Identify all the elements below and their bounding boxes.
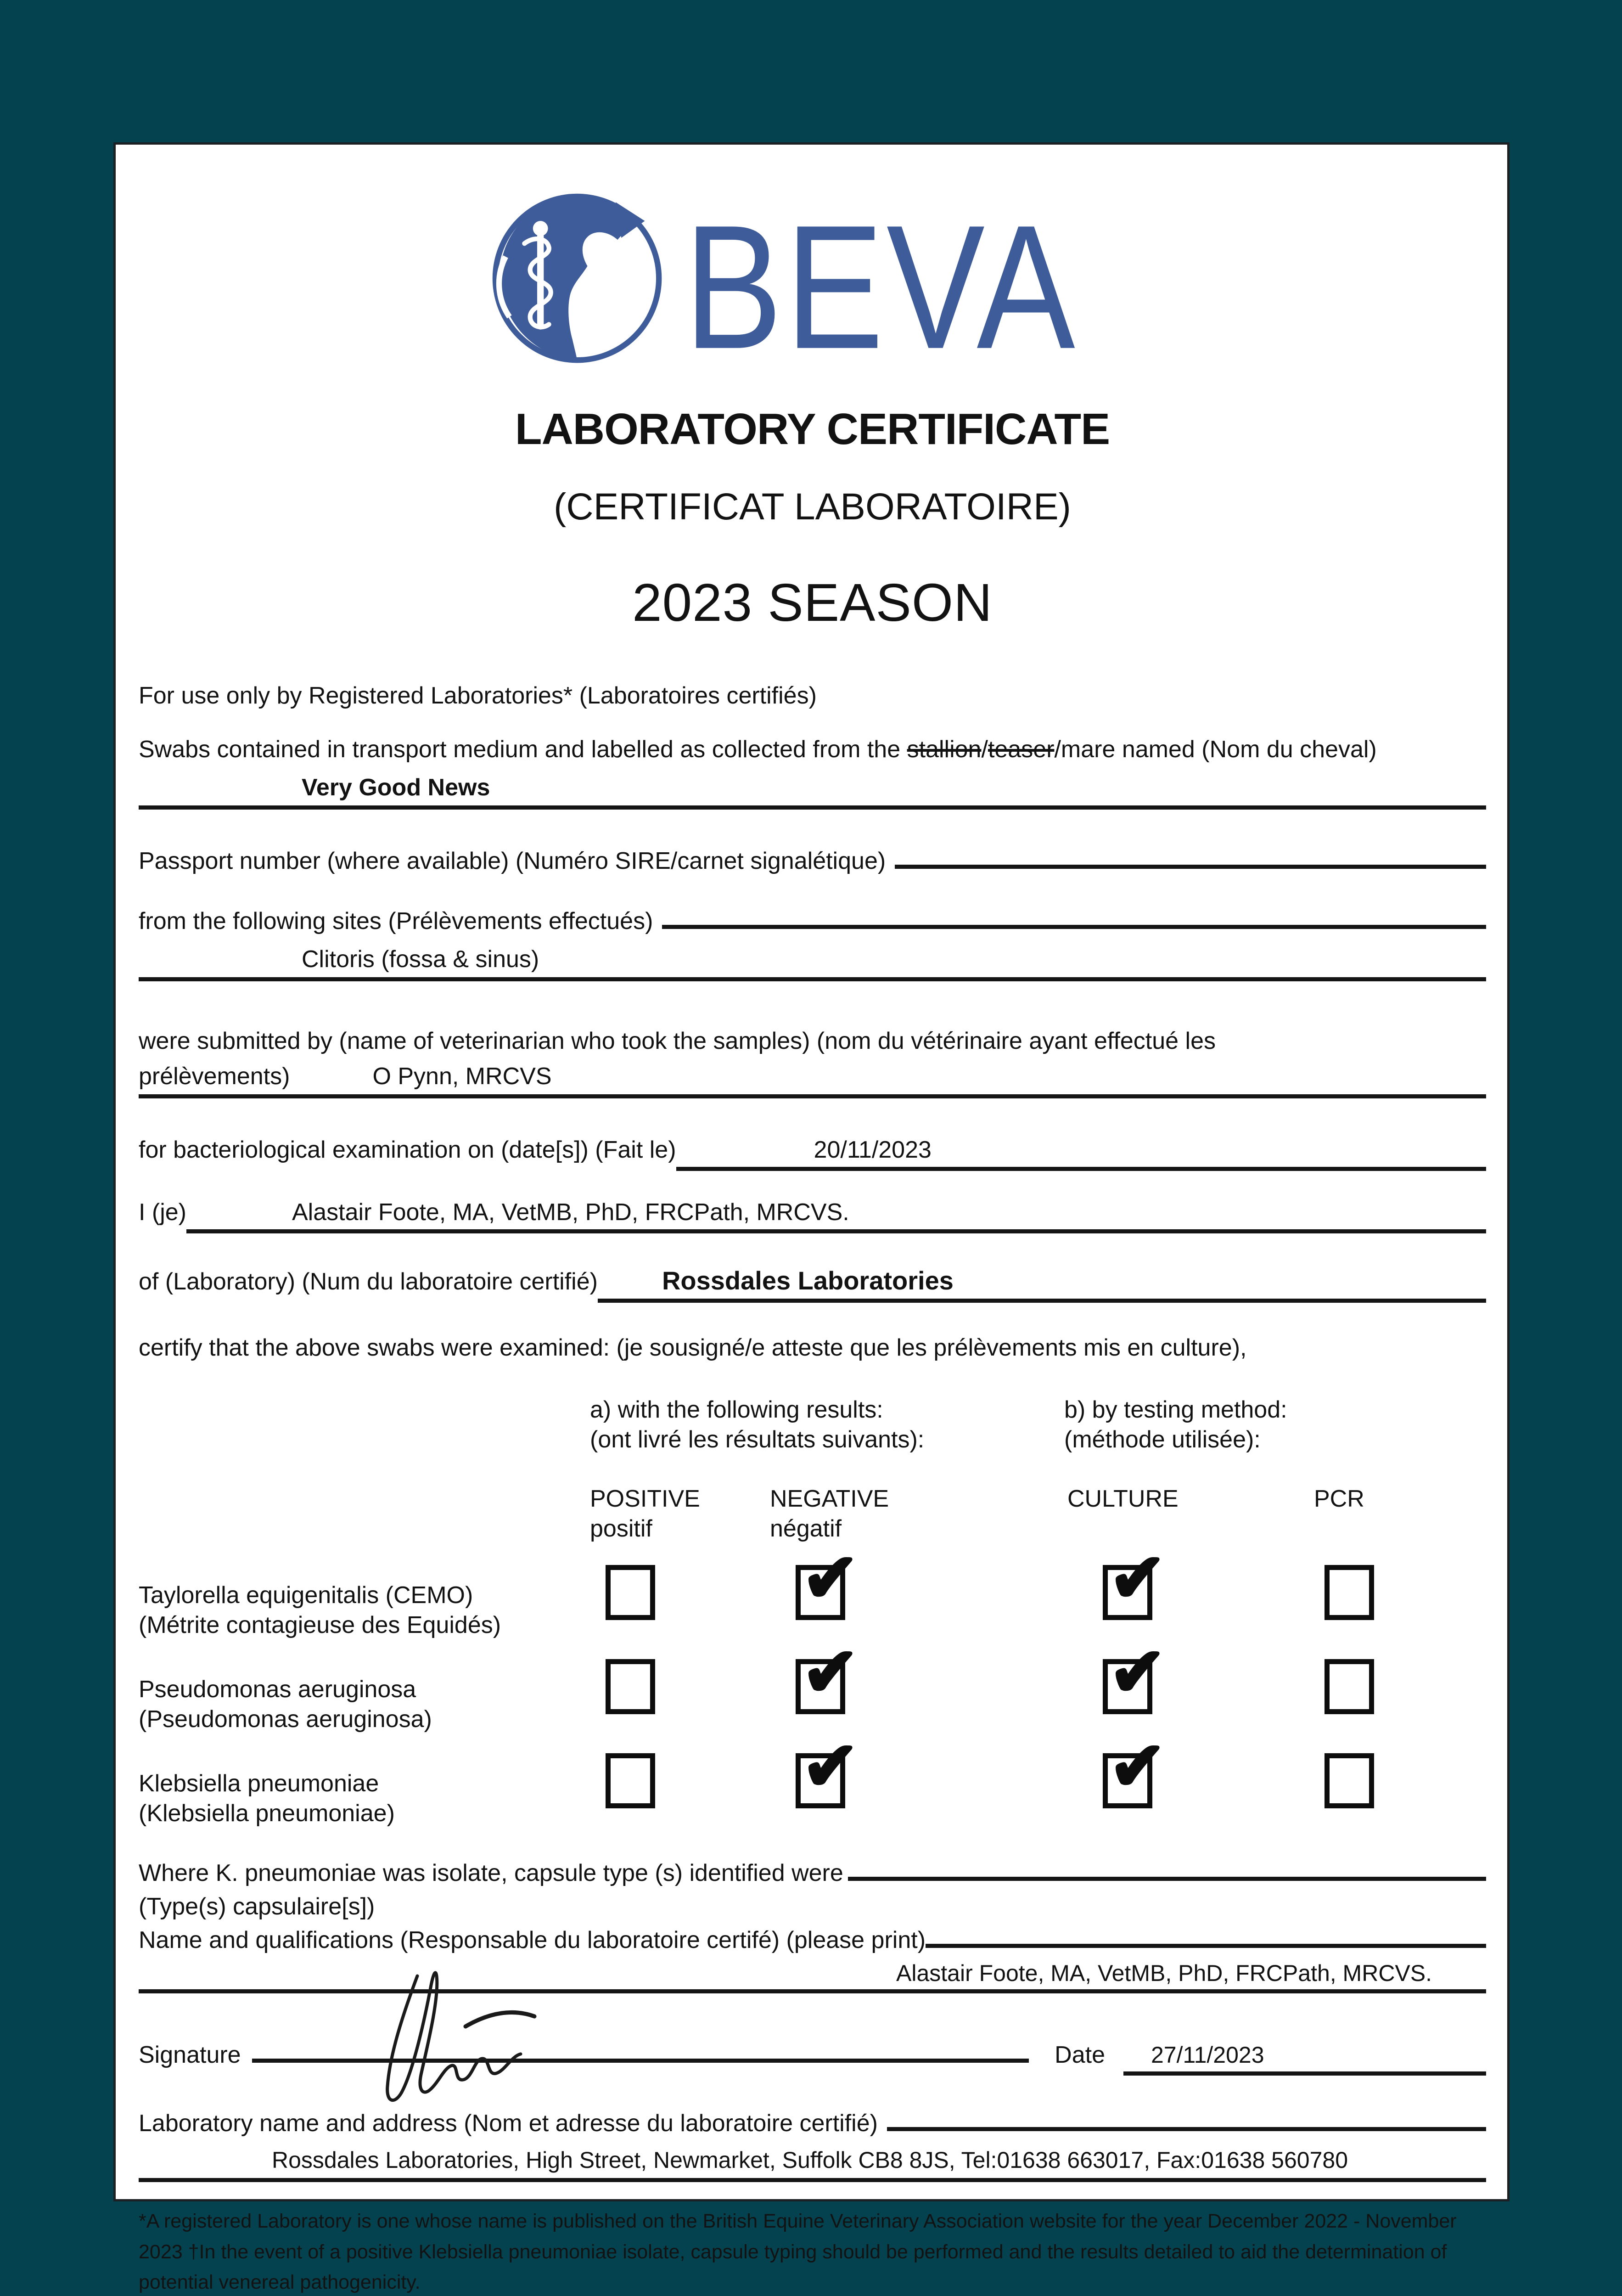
col-b-line2: (méthode utilisée): xyxy=(1064,1426,1261,1453)
checkmark: ✔ xyxy=(802,1633,859,1711)
date-label: Date xyxy=(1055,2042,1105,2068)
struck-word-stallion: stallion xyxy=(907,736,982,763)
header-negative-fr: négatif xyxy=(770,1515,842,1542)
checkbox-klebsiella-positive[interactable] xyxy=(606,1753,655,1808)
laboratory-address-value: Rossdales Laboratories, High Street, Newmarket, Suffolk CB8 8JS, Tel:01638 663017, Fax:01638 560780 xyxy=(139,2146,1486,2183)
checkmark: ✔ xyxy=(1109,1539,1167,1616)
declarant-row xyxy=(139,1198,1486,1233)
exam-date-label: for bacteriological examination on (date[s]) (Fait le) xyxy=(139,1136,676,1163)
organism-label xyxy=(139,1769,395,1829)
submitted-by-row xyxy=(139,1062,1486,1098)
sites-row xyxy=(139,906,1486,936)
header-positive xyxy=(590,1484,700,1544)
header-negative xyxy=(770,1484,889,1544)
checkmark: ✔ xyxy=(802,1539,859,1616)
table-row-klebsiella xyxy=(139,1727,1486,1847)
organism-name: Klebsiella pneumoniae xyxy=(139,1770,379,1797)
slash-separator: / xyxy=(981,736,988,763)
title-season: 2023 SEASON xyxy=(632,572,993,632)
checkbox-pseudomonas-culture[interactable] xyxy=(1103,1633,1167,1714)
checkmark: ✔ xyxy=(802,1727,859,1805)
name-qualifications-blank-line xyxy=(926,1942,1486,1948)
name-qualifications-value: Alastair Foote, MA, VetMB, PhD, FRCPath, MRCVS. xyxy=(139,1959,1486,1994)
signature-icon xyxy=(362,1958,619,2116)
capsule-type-label: Where K. pneumoniae was isolate, capsule type (s) identified were xyxy=(139,1859,843,1886)
organism-label xyxy=(139,1675,432,1734)
swabs-sentence-post: /mare named (Nom du cheval) xyxy=(1054,736,1377,763)
sites-value: Clitoris (fossa & sinus) xyxy=(139,945,1486,981)
header-positive-fr: positif xyxy=(590,1515,652,1542)
submitted-by-line1: were submitted by (name of veterinarian who took the samples) (nom du vétérinaire ayant effectué les xyxy=(139,1027,1216,1054)
results-col-b xyxy=(1064,1395,1287,1455)
passport-value-line xyxy=(895,863,1486,869)
sites-label: from the following sites (Prélèvements effectués) xyxy=(139,907,653,934)
signature-line xyxy=(252,2031,1029,2063)
declarant-value: Alastair Foote, MA, VetMB, PhD, FRCPath, MRCVS. xyxy=(186,1198,1486,1233)
capsule-type-value-line xyxy=(848,1875,1486,1881)
sites-value-line xyxy=(662,923,1486,929)
checkmark: ✔ xyxy=(1109,1727,1167,1805)
checkbox-klebsiella-pcr[interactable] xyxy=(1325,1753,1374,1808)
checkbox-taylorella-negative[interactable] xyxy=(796,1539,859,1620)
laboratory-row xyxy=(139,1265,1486,1303)
signature-label: Signature xyxy=(139,2042,241,2068)
declarant-label: I (je) xyxy=(139,1199,186,1226)
capsule-type-row xyxy=(139,1858,1486,1888)
exam-date-row xyxy=(139,1135,1486,1171)
beva-horse-emblem-icon xyxy=(477,183,675,371)
laboratory-value: Rossdales Laboratories xyxy=(598,1265,1486,1303)
results-col-a xyxy=(590,1395,924,1455)
submitted-by-line2: prélèvements) xyxy=(139,1063,290,1090)
capsule-type-label-fr: (Type(s) capsulaire[s]) xyxy=(139,1893,375,1920)
col-a-line2: (ont livré les résultats suivants): xyxy=(590,1426,925,1453)
signature-row xyxy=(139,2031,1486,2076)
horse-name-field: Very Good News xyxy=(139,773,1486,810)
header-pcr: PCR xyxy=(1314,1485,1364,1512)
name-qualifications-label: Name and qualifications (Responsable du laboratoire certifé) (please print) xyxy=(139,1926,926,1953)
checkbox-pseudomonas-negative[interactable] xyxy=(796,1633,859,1714)
checkbox-klebsiella-culture[interactable] xyxy=(1103,1727,1167,1808)
col-b-line1: b) by testing method: xyxy=(1064,1396,1287,1423)
checkbox-taylorella-pcr[interactable] xyxy=(1325,1565,1374,1620)
laboratory-label: of (Laboratory) (Num du laboratoire certifié) xyxy=(139,1268,598,1295)
veterinarian-value: O Pynn, MRCVS xyxy=(372,1063,552,1090)
header-culture: CULTURE xyxy=(1067,1485,1179,1512)
passport-row xyxy=(139,846,1486,876)
laboratory-address-blank xyxy=(887,2125,1486,2131)
organism-name: Taylorella equigenitalis (CEMO) xyxy=(139,1581,473,1609)
organism-label xyxy=(139,1581,501,1640)
footnote-text: *A registered Laboratory is one whose name is published on the British Equine Veterinary Association website for the year December 2022 - November 2023 †In the event of a positive Klebsiella pneumoniae isolate, capsule typing should be performed and the results detailed to aid the determination of potential venereal pathogenicity. xyxy=(139,2210,1457,2294)
title-certificat-laboratoire: (CERTIFICAT LABORATOIRE) xyxy=(554,486,1071,528)
checkbox-taylorella-culture[interactable] xyxy=(1103,1539,1167,1620)
checkmark: ✔ xyxy=(1109,1633,1167,1711)
organism-name-fr: (Métrite contagieuse des Equidés) xyxy=(139,1611,501,1638)
certify-sentence: certify that the above swabs were examined: (je sousigné/e atteste que les prélèvements mis en culture), xyxy=(139,1334,1247,1361)
title-laboratory-certificate: LABORATORY CERTIFICATE xyxy=(515,405,1110,454)
results-column-headers xyxy=(139,1395,1486,1469)
swabs-sentence xyxy=(139,735,1486,765)
checkbox-taylorella-positive[interactable] xyxy=(606,1565,655,1620)
exam-date-value: 20/11/2023 xyxy=(676,1135,1486,1171)
header-negative-en: NEGATIVE xyxy=(770,1485,889,1512)
organism-name-fr: (Pseudomonas aeruginosa) xyxy=(139,1705,432,1733)
swabs-sentence-pre: Swabs contained in transport medium and labelled as collected from the xyxy=(139,736,907,763)
col-a-line1: a) with the following results: xyxy=(590,1396,883,1423)
passport-label: Passport number (where available) (Numéro SIRE/carnet signalétique) xyxy=(139,847,886,874)
struck-word-teaser: teaser xyxy=(988,736,1055,763)
certificate-page xyxy=(113,142,1510,2294)
checkbox-pseudomonas-pcr[interactable] xyxy=(1325,1659,1374,1714)
laboratory-address-label: Laboratory name and address (Nom et adresse du laboratoire certifié) xyxy=(139,2110,878,2137)
beva-logotype-text: BEVA xyxy=(684,188,1078,386)
laboratory-address-row xyxy=(139,2109,1486,2138)
beva-logo xyxy=(139,183,1486,386)
beva-logotype xyxy=(684,186,1148,386)
registered-labs-note: For use only by Registered Laboratories* (Laboratoires certifiés) xyxy=(139,682,817,709)
date-value: 27/11/2023 xyxy=(1123,2041,1486,2076)
header-positive-en: POSITIVE xyxy=(590,1485,700,1512)
checkbox-klebsiella-negative[interactable] xyxy=(796,1727,859,1808)
organism-name-fr: (Klebsiella pneumoniae) xyxy=(139,1800,395,1827)
organism-name: Pseudomonas aeruginosa xyxy=(139,1676,416,1703)
name-qualifications-row xyxy=(139,1925,1486,1955)
checkbox-pseudomonas-positive[interactable] xyxy=(606,1659,655,1714)
